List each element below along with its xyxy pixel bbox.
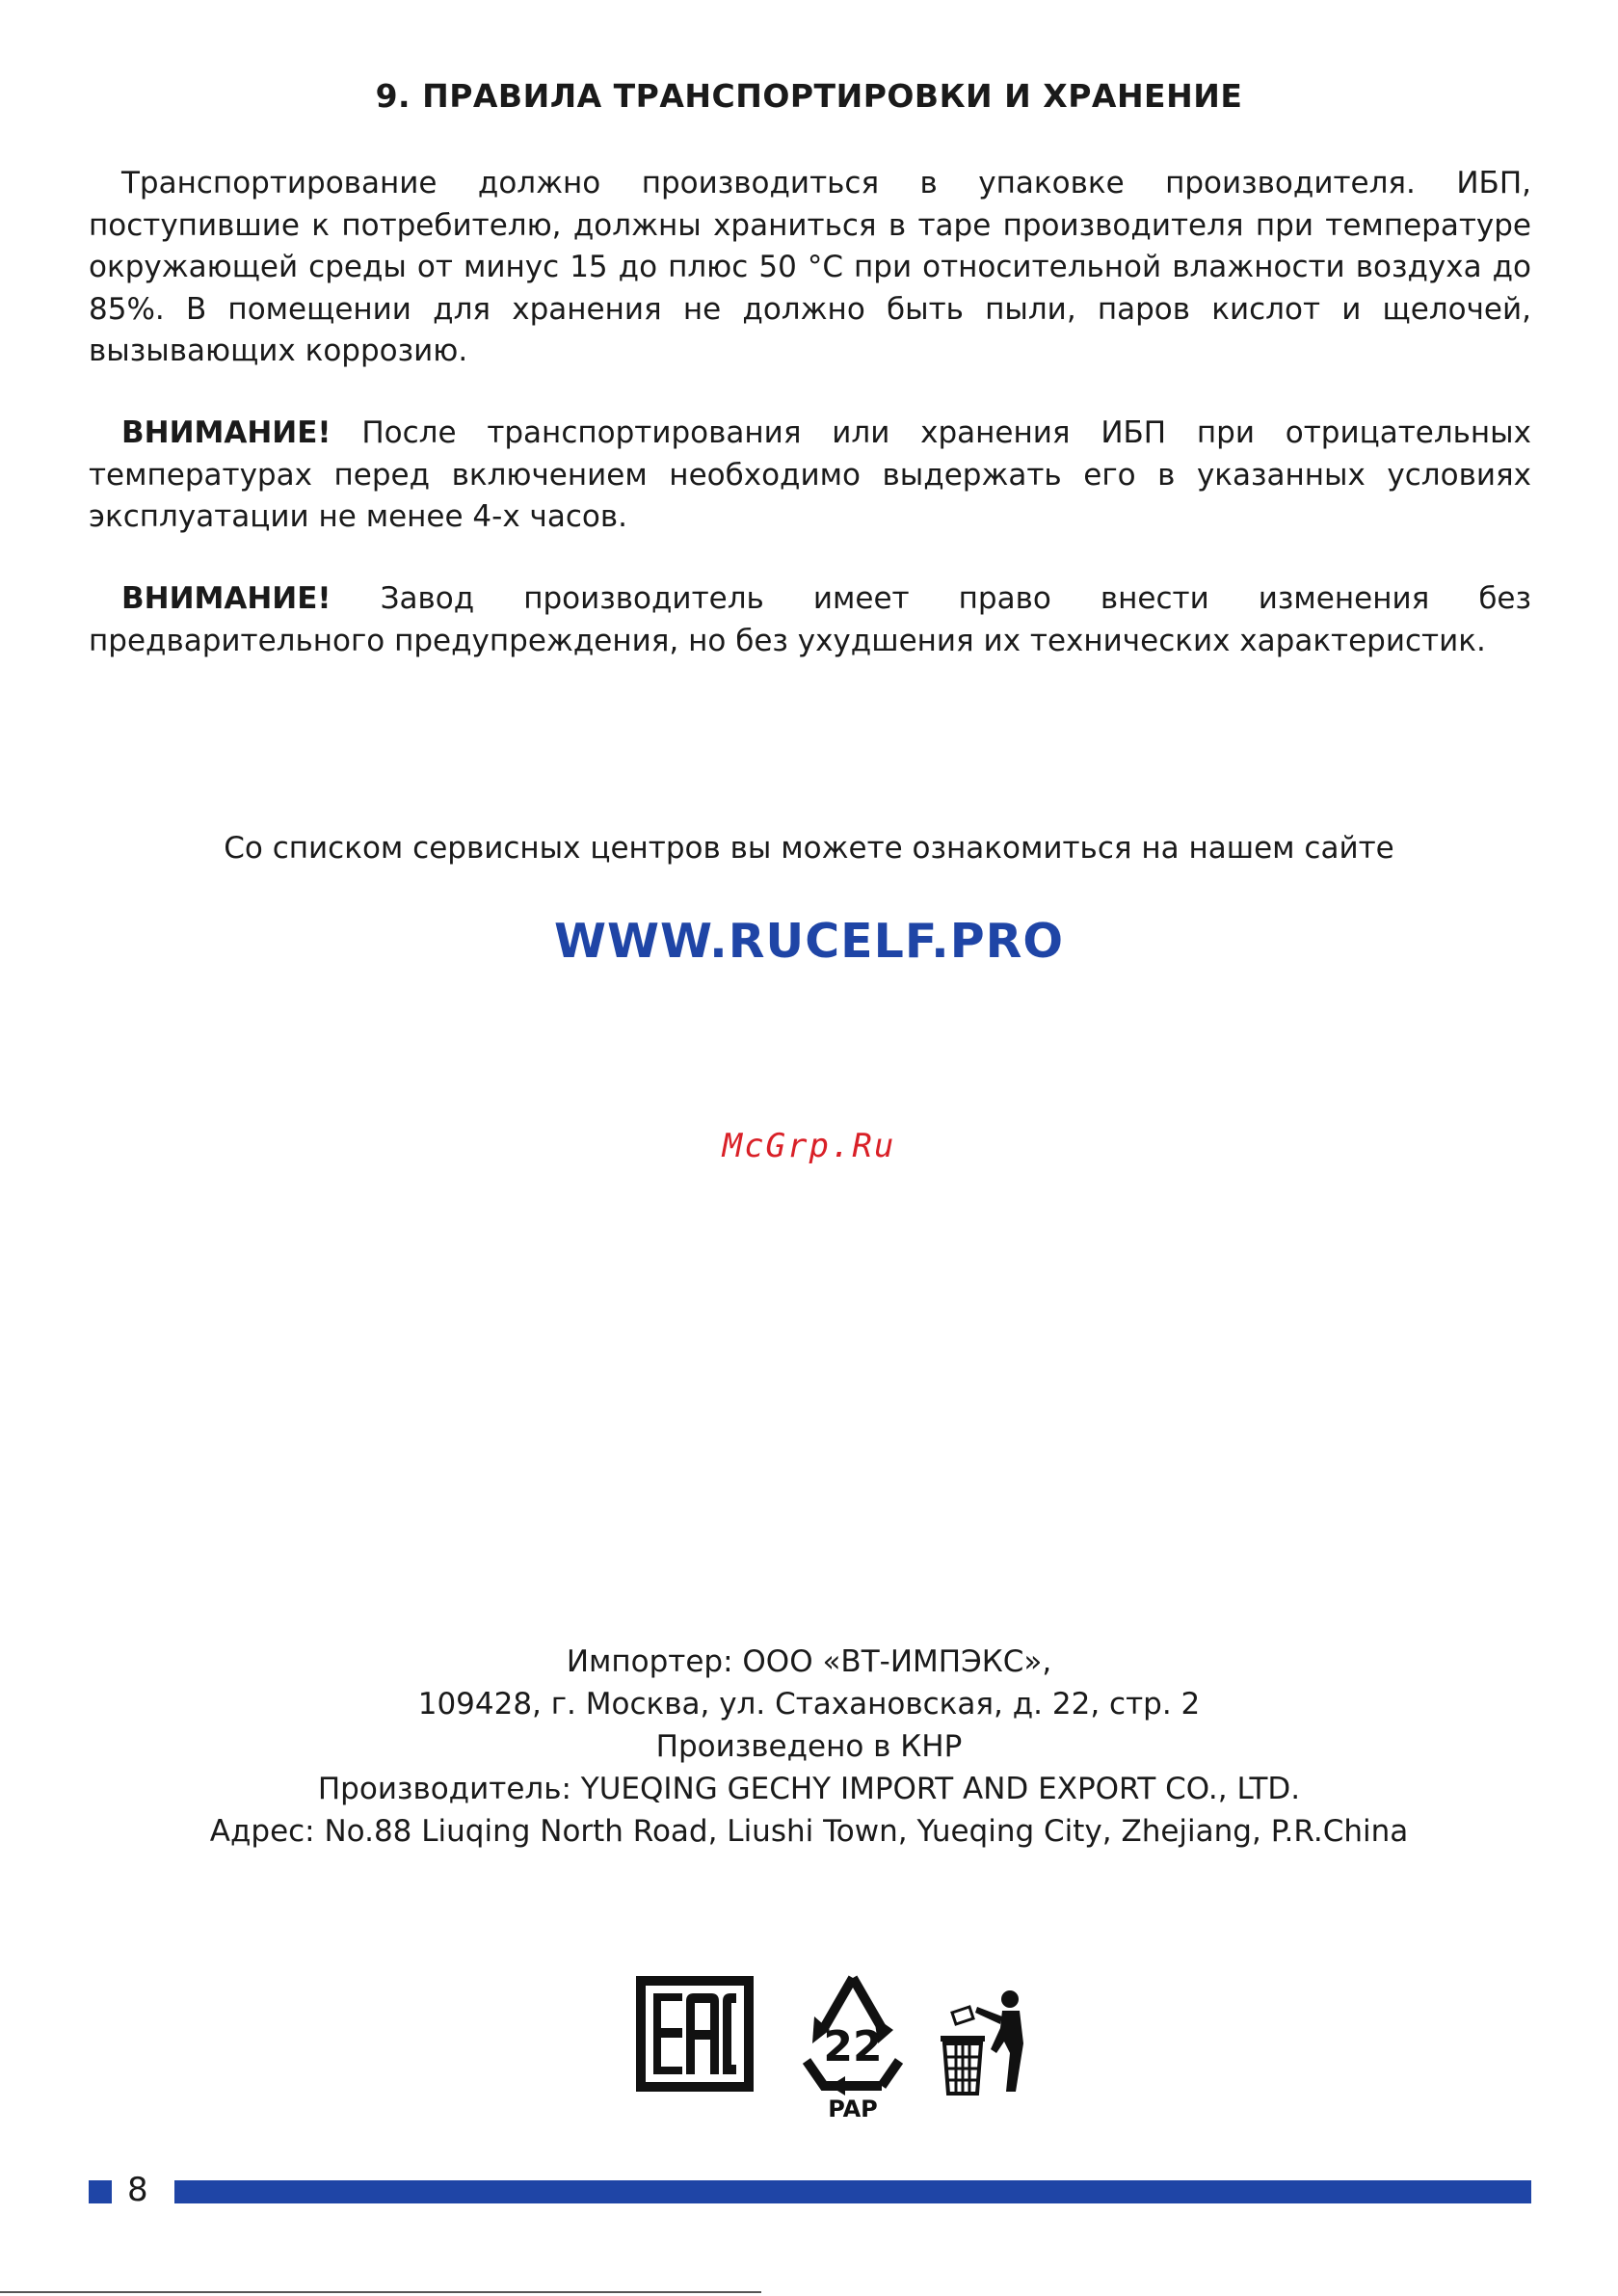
recycle-number: 22: [823, 2022, 883, 2071]
recycle-code: PAP: [828, 2096, 878, 2122]
warning-label-1: ВНИМАНИЕ!: [121, 415, 332, 450]
made-in-line: Произведено в КНР: [655, 1729, 963, 1764]
warning-text-2: Завод производитель имеет право внести изменения без предварительного предупреждения, но без ухудшения их технических характеристик.: [89, 581, 1531, 658]
page-number: 8: [127, 2171, 148, 2209]
footer-bar: [174, 2180, 1531, 2203]
eac-mark-icon: [636, 1976, 754, 2092]
warning-paragraph-2: [89, 578, 1531, 662]
certification-marks: [636, 1968, 1021, 2132]
manufacturer-line: Производитель: YUEQING GECHY IMPORT AND EXPORT CO., LTD.: [317, 1772, 1301, 1806]
trash-bin-icon: [935, 1986, 1031, 2101]
manufacturer-address-line: Адрес: No.88 Liuqing North Road, Liushi Town, Yueqing City, Zhejiang, P.R.China: [209, 1814, 1409, 1849]
warning-label-2: ВНИМАНИЕ!: [121, 581, 332, 616]
recycle-triangle-icon: [785, 1968, 920, 2122]
website-link[interactable]: WWW.RUCELF.PRO: [553, 914, 1065, 969]
warning-paragraph-1: [89, 413, 1531, 539]
footer-square: [89, 2180, 112, 2203]
crop-line: [0, 2291, 761, 2293]
watermark: McGrp.Ru: [722, 1127, 896, 1165]
warning-text-1: После транспортирования или хранения ИБП при отрицательных температурах перед включением необходимо выдержать его в указанных условиях эксплуатации не менее 4-х часов.: [89, 415, 1531, 534]
importer-block: [0, 1641, 1618, 1853]
transport-text: Транспортирование должно производиться в упаковке производителя. ИБП, поступившие к потребителю, должны храниться в таре производителя при температуре окружающей среды от минус 15 до плюс 50 °С при относительной влажности воздуха до 85%. В помещении для хранения не должно быть пыли, паров кислот и щелочей, вызывающих коррозию.: [89, 166, 1531, 368]
section-title: 9. ПРАВИЛА ТРАНСПОРТИРОВКИ И ХРАНЕНИЕ: [375, 77, 1243, 115]
service-centers-text: Со списком сервисных центров вы можете ознакомиться на нашем сайте: [224, 831, 1394, 866]
address-line: 109428, г. Москва, ул. Стахановская, д. 22, стр. 2: [417, 1687, 1201, 1722]
importer-line: Импортер: ООО «ВТ-ИМПЭКС»,: [566, 1644, 1052, 1679]
transport-paragraph: [89, 163, 1531, 373]
